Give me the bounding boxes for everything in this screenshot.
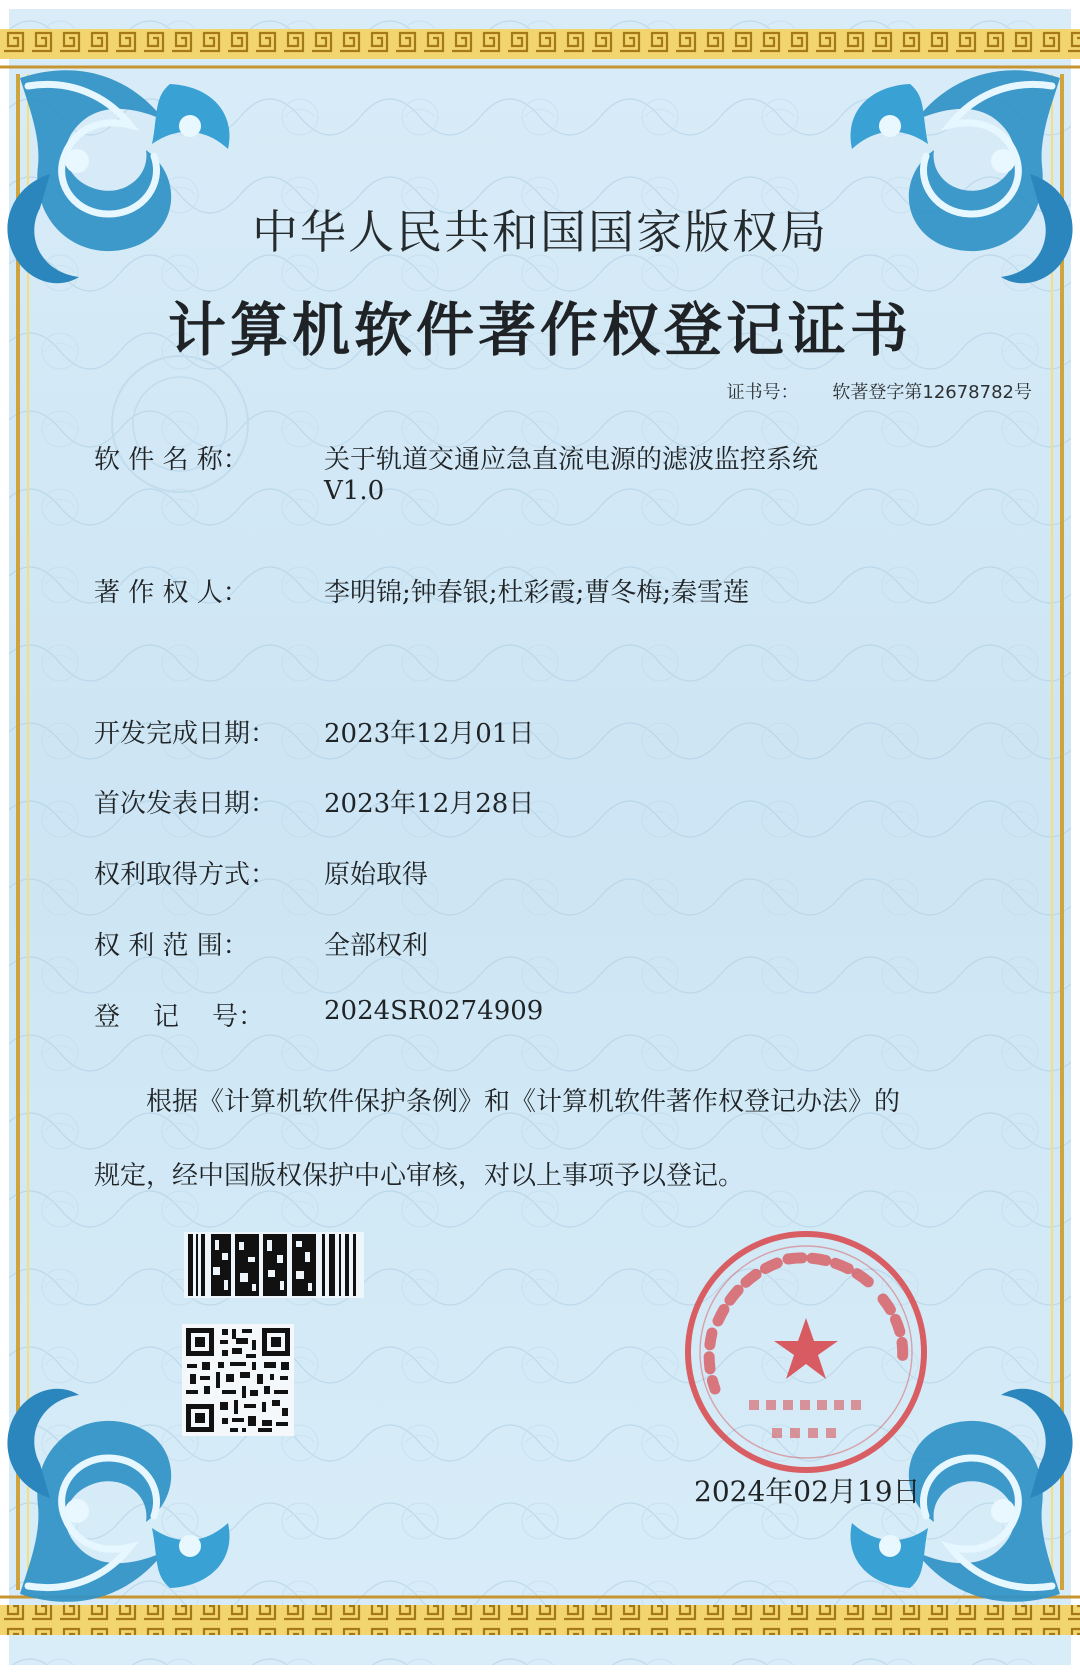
publication-date-value: 2023年12月28日 [324,789,535,819]
official-seal [676,1222,936,1482]
barcode [184,1232,364,1298]
rights-scope-label: 权 利 范 围： [94,931,249,961]
rights-scope-value: 全部权利 [324,931,429,961]
corner-ornament-top-left [0,58,260,318]
software-version-value: V1.0 [324,476,385,506]
software-name-value: 关于轨道交通应急直流电源的滤波监控系统 [324,445,819,475]
qr-code [182,1324,294,1436]
registration-number-label: 登 记 号： [94,1002,265,1032]
software-name-label: 软 件 名 称： [94,445,249,475]
copyright-owner-label: 著 作 权 人： [94,578,249,608]
certificate-number-value: 软著登字第12678782号 [832,382,1032,403]
certificate-title: 计算机软件著作权登记证书 [167,296,912,364]
development-date-label: 开发完成日期： [94,719,277,749]
registration-statement-line-2: 规定，经中国版权保护中心审核，对以上事项予以登记。 [94,1161,745,1191]
acquisition-method-label: 权利取得方式： [94,860,277,890]
certificate-number-label: 证书号： [726,382,799,403]
development-date-value: 2023年12月01日 [324,719,535,749]
issue-date: 2024年02月19日 [694,1475,921,1508]
issuing-authority: 中华人民共和国国家版权局 [252,205,828,259]
acquisition-method-value: 原始取得 [324,860,429,890]
registration-statement-line-1: 根据《计算机软件保护条例》和《计算机软件著作权登记办法》的 [146,1087,901,1117]
corner-ornament-top-right [820,58,1080,318]
certificate-number [727,378,1032,404]
registration-number-value: 2024SR0274909 [324,996,544,1026]
copyright-owner-value: 李明锦;钟春银;杜彩霞;曹冬梅;秦雪莲 [324,578,750,608]
publication-date-label: 首次发表日期： [94,789,277,819]
